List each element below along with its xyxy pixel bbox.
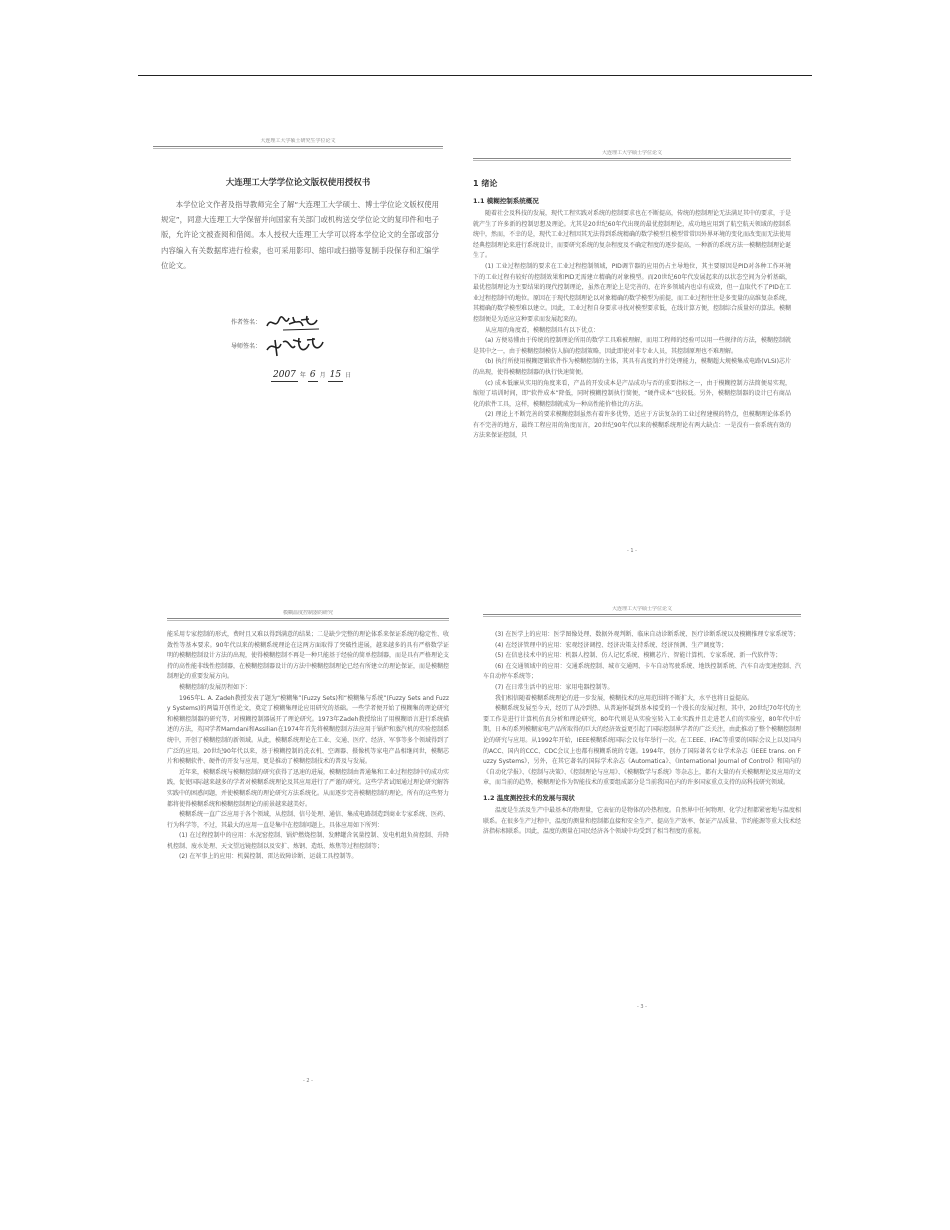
page-number: - 2 -: [303, 1078, 313, 1084]
author-signature-label: 作者签名：: [231, 318, 262, 326]
paragraph: 能采用专家控制的形式，费时且又难以得到满意的结果；二是缺少完整的理论体系来保证系统的稳定性、收敛性等基本要求。90年代以来的模糊系统理论在这两方面取得了突破性进展，越来越多的具有严格数学证明的模糊控制设计方法的出现，使得模糊控制不再是一种只能基于经验的简单控制器，而是具有严格理论支持的高性能非线性控制器，在模糊控制器设计的方法中模糊控制理论已经有所建立的理论保证，而是模糊控制理论的重要发展方向。: [167, 631, 449, 681]
paragraph: 温度是生活及生产中最基本的物理量，它表征的是物体的冷热程度。自然界中任何物理、化学过程都紧密地与温度相联系。在很多生产过程中，温度的测量和控制都直接和安全生产、提高生产效率、保证产品质量、节约能源等重大技术经济指标相联系。因此，温度的测量在国民经济各个领域中均受到了相当程度的重视。: [483, 806, 801, 836]
paragraph: (1) 在过程控制中的应用：水泥窑控制、锅炉燃烧控制、发酵罐含氧量控制、发电机组负荷控制、升降机控制、废水处理、天文望远镜控制以及安扩、炼钢、造纸、炼焦等过程控制等；: [167, 832, 449, 850]
paragraph: (3) 在医学上的应用：医学图像处理、数据外观判断、临床自动诊断系统、医疗诊断系统以及模糊推理专家系统等；: [495, 631, 800, 638]
header-rule: [483, 614, 801, 615]
page-body: [473, 178, 791, 442]
page-body: [167, 630, 449, 863]
paragraph: (1) 工业过程控制的要求在工业过程控制领域，PID调节器的应用仍占主导地位，其主要原因是PID对各种工作环境下的工业过程有较好的控制效果和PID无需建立精确的对象模型。而20世纪60年代发展起来的以状态空间为分析基础，最优控制理论为主要结果的现代控制理论，虽然在理论上是完善的，在许多领域内也卓有成效，但一直取代不了PID在工业过程控制中的地位。原因在于现代控制理论以对象精确的数学模型为前提，而工业过程往往是多变量的高维复杂系统，其精确的数学模型难以建立。因此，工业过程自身要求寻找对模型要求低，在线计算方便，控制综合质量好的算法。模糊控制便是为适应这种要求而发展起来的。: [473, 262, 791, 323]
page-2-fuzzy-control: [167, 610, 449, 1090]
header-rule-thin: [473, 160, 791, 161]
header-rule-thin: [153, 148, 443, 149]
page-1-introduction: [473, 150, 791, 560]
paragraph: (7) 在日常生活中的应用：家用电器控制等。: [495, 683, 614, 691]
page-header: 大连理工大学硕士学位论文: [601, 150, 662, 156]
advisor-signature-row: [231, 336, 325, 358]
paragraph: (5) 在信息技术中的应用：机器人控制、仿人记忆系统、模糊芯片、智能计算机、专家系统、新一代软件等；: [495, 652, 782, 660]
page-header: 大连理工大学硕士研究生学位论文: [260, 138, 336, 144]
paragraph: 1965年L. A. Zadeh教授发表了题为“模糊集”(Fuzzy Sets)和“模糊集与系统”(Fuzzy Sets and Fuzzy Systems)的两篇开创性论文，奠定了模糊集理论应用研究的基础。一些学者便开始了模糊集的理论研究和模糊控制器的研究等，对模糊控制器展开了理论研究。1973年Zadeh教授给出了用模糊语言进行系统描述的方法，英国学者Mamdani和Assilian在1974年首先将模糊控制方法应用于锅炉和蒸汽机的实验控制系统中，开创了模糊控制的新领域。从此，模糊系统理论在工业、交通、医疗、经济、军事等多个领域得到了广泛的应用。20世纪90年代以来，基于模糊控制的洗衣机、空调器、摄像机等家电产品相继问世，模糊芯片和模糊软件、硬件的开发与应用，更是推动了模糊控制技术的普及与发展。: [167, 694, 449, 766]
paragraph: 近年来，模糊系统与模糊控制的研究获得了迅速的进展，模糊控制由普通集和工业过程控制中的成功实践，促使国际越来越多的学者对模糊系统理论及其应用进行了严谨的研究。这些学者试图通过理论研究解答实践中的困惑问题，并使模糊系统的理论研究方法系统化。从而逐步完善模糊控制的理论，所有的这些努力都将使得模糊系统和模糊控制理论的前景越来越美好。: [167, 768, 449, 808]
paragraph: (6) 在交通领域中的应用：交通系统控制、城市交通网、卡车自动驾驶系统、地铁控制系统、汽车自动变速控制、汽车自动停车系统等；: [483, 662, 801, 681]
date-month-suffix: 月: [319, 372, 326, 379]
top-rule: [138, 75, 812, 76]
paragraph: (4) 在经济管理中的应用：宏观经济调控、经济决策支持系统、经济预测、生产调度等；: [495, 641, 728, 649]
header-rule-thin: [483, 616, 801, 617]
date-year: 2007: [273, 370, 296, 380]
page-number: - 1 -: [627, 548, 637, 554]
header-rule-thin: [167, 620, 449, 621]
date-year-suffix: 年: [299, 372, 306, 379]
date-day-suffix: 日: [345, 372, 352, 379]
page-3-applications: [483, 606, 801, 1016]
date-day: 15: [329, 370, 342, 380]
section-heading: 1.1 模糊控制系统概况: [473, 197, 539, 205]
paragraph: (2) 在军事上的应用：机翼控制、雷达故障诊断、运载工具控制等。: [179, 853, 358, 861]
paragraph: (a) 方便易懂由于传统的控制理论所用的数学工具难被理解，而用工程师的经验可以用一些规律的方法，模糊控制就是其中之一，由于模糊控制模仿人脑的控制策略，因此即使对非专业人员，其控制原理也不难理解。: [473, 337, 791, 355]
paragraph: 模糊系统一直广泛应用于各个领域，从控制、信号处理、通信、集成电路制造到商业专家系统、医药、行为科学等，不过，其最大的应用一直是集中在控制问题上，具体应用如下所列：: [167, 811, 449, 829]
page-number: - 3 -: [637, 1004, 647, 1010]
authorization-text: [161, 197, 439, 273]
paragraph: (c) 成本低廉从实用的角度来看，产品的开发成本是产品成功与否的重要指标之一，由于模糊控制方法简便易实现，缩短了培训时间，即“软件成本”降低，同时模糊控制执行简便，“硬件成本”也较低。另外，模糊控制器的设计已有商品化的软件工具，这样，模糊控制就成为一种高性能价格比的方法。: [473, 379, 791, 408]
paragraph: 本学位论文作者及指导教师完全了解“大连理工大学硕士、博士学位论文版权使用规定”，同意大连理工大学保留并向国家有关部门或机构送交学位论文的复印件和电子版，允许论文被查阅和借阅。本人授权大连理工大学可以将本学位论文的全部或部分内容编入有关数据库进行检索，也可采用影印、缩印或扫描等复制手段保存和汇编学位论文。: [161, 200, 439, 270]
advisor-signature-image: [265, 336, 325, 358]
signature-date: [269, 370, 351, 382]
page-body: [483, 630, 801, 838]
date-month: 6: [309, 370, 316, 380]
page-authorization: [153, 138, 443, 438]
paragraph: 我们相信随着模糊系统理论的进一步发展，模糊技术的应用范围将不断扩大，水平也将日益提高。: [495, 694, 754, 702]
advisor-signature-label: 导师签名：: [231, 342, 262, 350]
paragraph: 模糊控制的发展历程如下：: [179, 683, 252, 691]
header-rule: [167, 618, 449, 619]
page-header: 模糊温度控制器的研究: [282, 610, 333, 616]
page-title: 大连理工大学学位论文版权使用授权书: [225, 178, 371, 188]
section-heading: 1.2 温度测控技术的发展与现状: [483, 793, 575, 802]
header-rule: [153, 146, 443, 147]
paragraph: (2) 理论上不断完善的要求模糊控制虽然有着许多优势，适应于方法复杂的工业过程建模的特点，但模糊理论体系仍有不完善的地方，最终工程应用的角度而言，20世纪90年代以来的模糊系统理论有两大缺点：一是没有一套系统有效的方法来保证控制，只: [473, 411, 791, 440]
paragraph: (b) 执行所使用模糊逻辑软件作为模糊控制的主体，其具有高度的并行处理能力，模糊超大规模集成电路(VLSI)芯片的出现，使得模糊控制器的执行快速简便。: [473, 358, 791, 376]
header-rule: [473, 158, 791, 159]
author-signature-row: [231, 314, 321, 332]
author-signature-image: [265, 314, 321, 332]
paragraph: 随着社会及科技的发展，现代工程实践对系统的控制要求也在不断提高，传统的控制理论无法满足其中的要求，于是就产生了许多新的控制思想及理论。尤其是20世纪60年代出现的最优控制理论，成功地应用到了航空航天领域的控制系统中，然而，不幸的是，现代工业过程因其无法得到系统精确的数学模型且模型常常因外界环境的变化而改变而无法使用经典控制理论来进行系统设计，而要研究系统的复杂程度及不确定程度的逐步提高，一种新的系统方法一模糊控制理论诞生了。: [473, 210, 791, 260]
paragraph: 模糊系统发展至今天，经历了从冷到热、从普遍怀疑到基本接受的一个漫长的发展过程，其中，20世纪70年代的主要工作是进行计算机仿真分析和理论研究，80年代则是从实验室转入工业实践并且走进老人们的实验室，80年代中后期，日本的系列模糊家电产品所取得的巨大的经济效益更引起了国际控制界学者的广泛关注，由此推动了整个模糊控制理论的研究与应用。从1992年开始，IEEE模糊系统国际会议每年举行一次。在工EEE、IFAC等重要的国际会议上以及国内的ACC、国内的CCC、CDC会议上也都有模糊系统的专题。1994年，创办了国际著名专业学术杂志《IEEE trans. on Fuzzy Systems》，另外，在其它著名的国际学术杂志《Automatica》、《International Journal of Control》和国内的《自动化学报》、《控制与决策》、《控制理论与应用》、《模糊数学与系统》等杂志上，都有大量的有关模糊理论及应用的文章，而当前的趋势，模糊理论作为智能技术的重要组成部分是当前我国在内的许多国家重点支持的高科技研究领域。: [483, 705, 801, 787]
paragraph: 从应用的角度看，模糊控制具有以下优点：: [485, 326, 600, 334]
chapter-heading: 1 绪论: [473, 179, 498, 188]
page-header: 大连理工大学硕士学位论文: [611, 606, 672, 612]
